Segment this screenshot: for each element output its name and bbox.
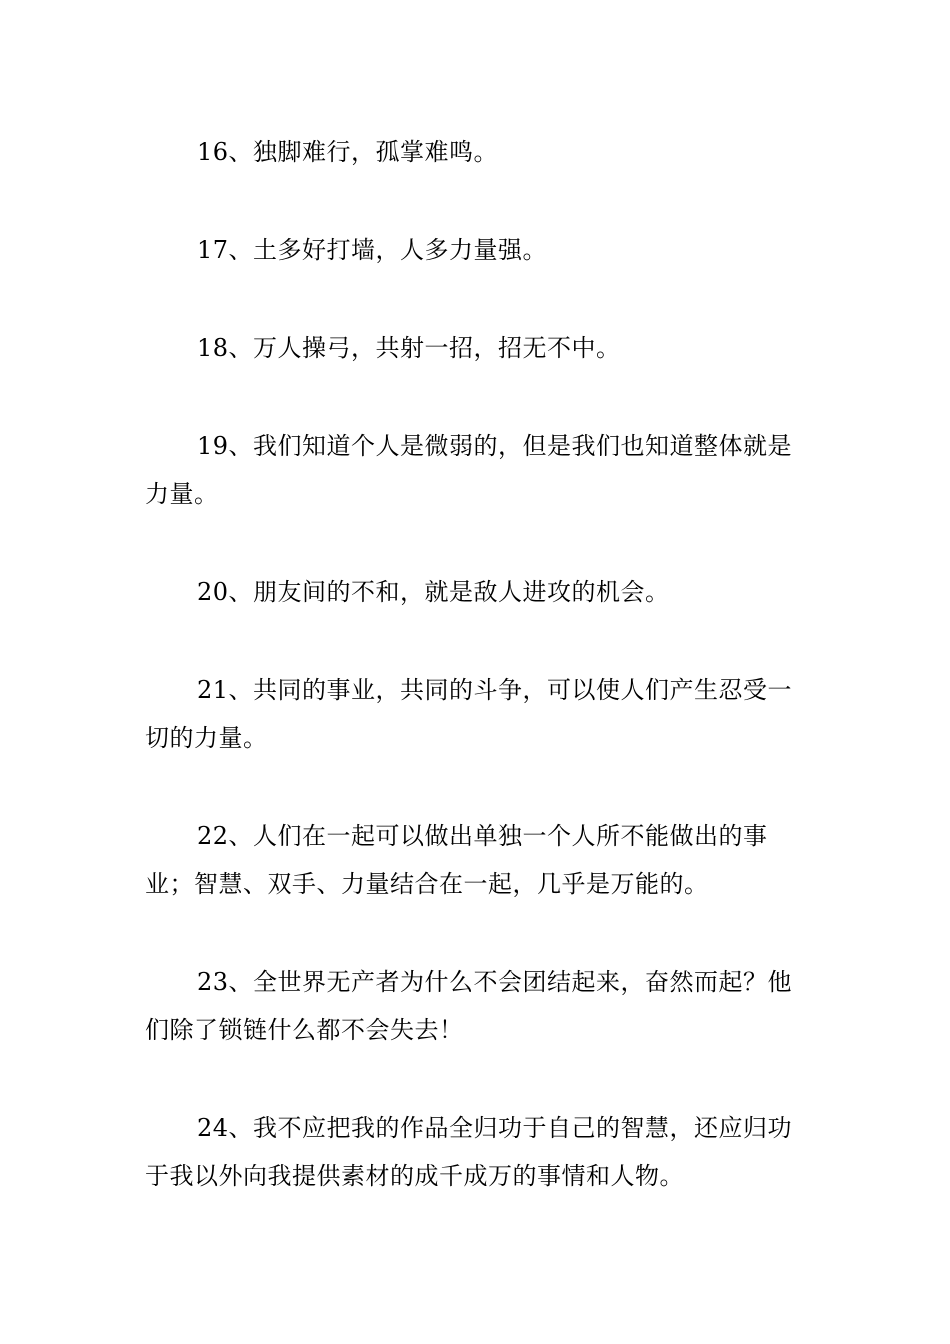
paragraph-18: 18、万人操弓，共射一招，招无不中。	[197, 334, 621, 362]
paragraph-22: 22、人们在一起可以做出单独一个人所不能做出的事业；智慧、双手、力量结合在一起，几乎是万能的。	[145, 822, 768, 898]
paragraph-23: 23、全世界无产者为什么不会团结起来，奋然而起？他们除了锁链什么都不会失去！	[145, 968, 793, 1044]
paragraph-24: 24、我不应把我的作品全归功于自己的智慧，还应归功于我以外向我提供素材的成千成万的事情和人物。	[145, 1114, 793, 1190]
paragraph-21: 21、共同的事业，共同的斗争，可以使人们产生忍受一切的力量。	[145, 676, 793, 752]
paragraph-16: 16、独脚难行，孤掌难鸣。	[197, 138, 499, 166]
document-body	[145, 128, 810, 1250]
paragraph-20: 20、朋友间的不和，就是敌人进攻的机会。	[197, 578, 670, 606]
paragraph-19: 19、我们知道个人是微弱的，但是我们也知道整体就是力量。	[145, 432, 793, 508]
paragraph-17: 17、土多好打墙，人多力量强。	[197, 236, 548, 264]
